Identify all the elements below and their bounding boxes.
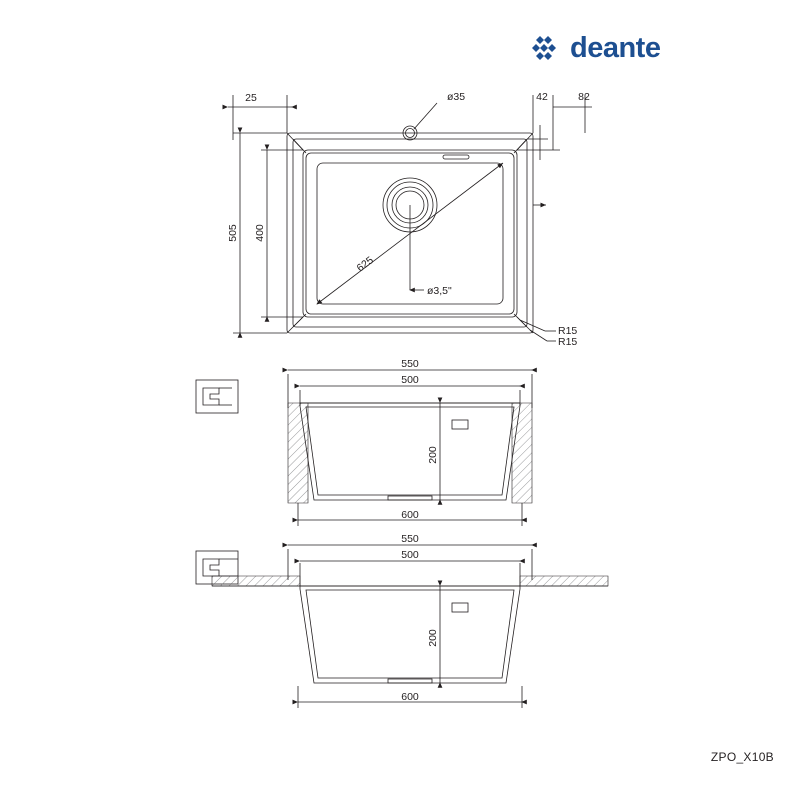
- dim-label-corner-radius-2: R15: [558, 336, 578, 348]
- dim-label-inner-height: 400: [254, 224, 266, 242]
- under-dim-bowl-depth: 200: [427, 629, 439, 647]
- dim-label-corner-radius-1: R15: [558, 325, 578, 337]
- front-dim-top-outer-width: 550: [401, 358, 419, 370]
- under-dim-top-outer-width: 550: [401, 533, 419, 545]
- front-section-view: [196, 370, 532, 526]
- dim-label-right-outer-offset: 82: [578, 91, 590, 103]
- front-dim-top-inner-width: 500: [401, 374, 419, 386]
- product-code: ZPO_X10B: [710, 750, 774, 764]
- dim-label-right-inner-offset: 42: [536, 91, 548, 103]
- under-dim-top-inner-width: 500: [401, 549, 419, 561]
- dim-label-tap-hole-diameter: ø35: [447, 91, 466, 103]
- top-view: [228, 95, 592, 341]
- undermount-section-view: [196, 545, 608, 708]
- dim-label-diagonal: 625: [354, 254, 376, 275]
- front-dim-bowl-depth: 200: [427, 446, 439, 464]
- dim-label-left-offset: 25: [245, 92, 257, 104]
- dim-label-drain-diameter: ø3,5": [427, 285, 452, 297]
- under-dim-cabinet-width: 600: [401, 691, 419, 703]
- front-dim-cabinet-width: 600: [401, 509, 419, 521]
- dim-label-outer-height: 505: [227, 224, 239, 242]
- brand-name: deante: [570, 31, 661, 64]
